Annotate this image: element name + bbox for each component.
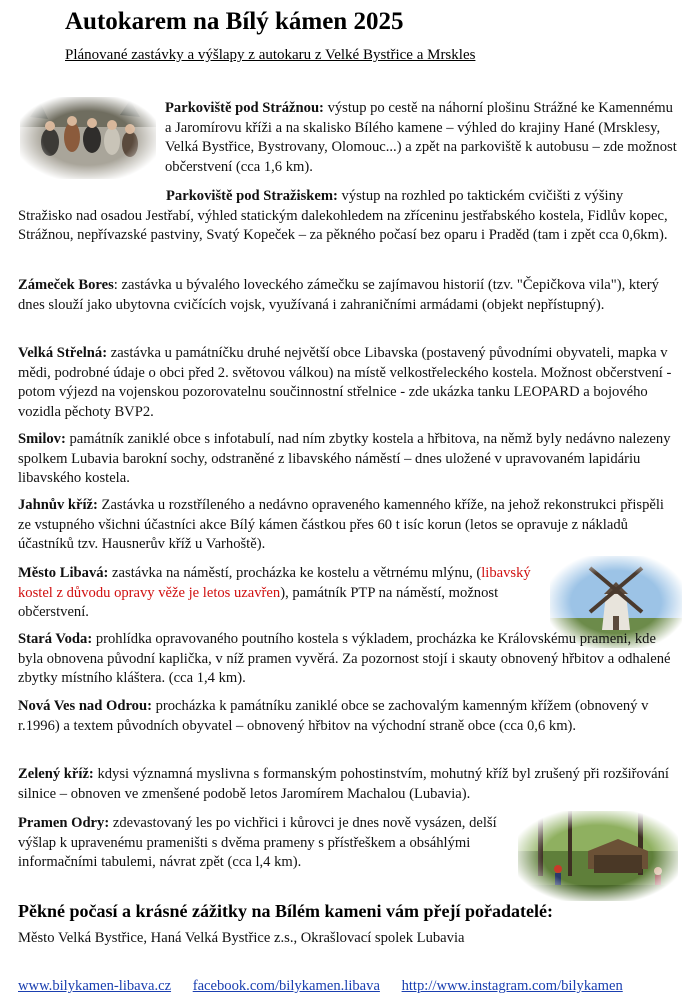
stop-smilov (18, 430, 678, 489)
stop-name: Smilov: (18, 431, 66, 447)
stop-name: Pramen Odry: (18, 815, 110, 831)
closing-title: Pěkné počasí a krásné zážitky na Bílém kameni vám přejí pořadatelé: (18, 901, 553, 921)
page-subtitle: Plánované zastávky a výšlapy z autokaru z Velké Bystřice a Mrskles (65, 47, 476, 63)
stop-description: zdevastovaný les po vichřici i kůrovci je dnes nově vysázen, delší výšlap k upravenému prameništi s dvěma prameny s přístřeškem a obsáhlými informačními tabulemi, návrat zpět (cca l,4 km). (18, 815, 497, 870)
stop-parkoviste-straziskem (18, 187, 678, 246)
website-link[interactable]: www.bilykamen-libava.cz (18, 978, 172, 994)
stop-nova-ves-nad-odrou (18, 697, 678, 736)
footer-links (18, 978, 678, 995)
stop-name: Stará Voda: (18, 631, 93, 647)
stop-pramen-odry (18, 814, 513, 873)
stop-jahnuv-kriz (18, 496, 678, 555)
stop-name: Zelený kříž: (18, 766, 94, 782)
instagram-link[interactable]: http://www.instagram.com/bilykamen (401, 978, 623, 994)
stop-mesto-libava (18, 564, 543, 623)
stop-zamecek-bores (18, 276, 678, 315)
stop-description-end: ), památník PTP na náměstí, možnost občerstvení. (18, 584, 499, 620)
stop-description: kdysi významná myslivna s formanským pohostinstvím, mohutný kříž byl zrušený při rozšiřování silnice – obnoven ve zmenšené podobě letos Jaromírem Machalou (Lubavia). (18, 766, 669, 802)
stop-stara-voda (18, 630, 678, 689)
stop-velka-strelna (18, 344, 678, 422)
stop-name: Nová Ves nad Odrou: (18, 698, 152, 714)
stop-description: prohlídka opravovaného poutního kostela s výkladem, procházka ke Královskému prameni, kde byla obnovena původní kaplička, v níž pramen vyvěrá. Za pozornost stojí i skauty obnovený hřbitov a odhalené zbytky místního kláštera. (cca 1,4 km). (18, 631, 671, 686)
stop-description: výstup po cestě na náhorní plošinu Strážné ke Kamennému a Jaromírovu kříži a na skalisko Bílého kamene – výhled do krajiny Hané (Mrsklesy, Velká Bystřice, Bystrovany, Olomouc...) a zpět na parkoviště k autobusu – zde možnost občerstvení (cca 1,6 km). (165, 100, 677, 175)
stop-parkoviste-straznou (165, 99, 680, 177)
stop-name: Město Libavá: (18, 565, 109, 581)
stop-description: procházka k památníku zaniklé obce se zachovalým kamenným křížem (obnovený v r.1996) a textem původních obyvatel – obnovený hřbitov na východní straně obce (cca 0,6 km). (18, 698, 649, 734)
stop-description: výstup na rozhled po taktickém cvičišti z výšiny Stražisko nad osadou Jestřabí, výhled statickým dalekohledem na zříceninu jestřabského kostela, Fidlův kopec, Strážnou, nepřívazské pastviny, Svatý Kopeček – za pěkného počasí bez oparu i Praděd (tam i zpět cca 0,6km). (18, 188, 668, 243)
hikers-photo (20, 97, 156, 179)
stop-description: Zastávka u rozstříleného a nedávno opraveného kamenného kříže, na jehož rekonstrukci přispěli ze vstupného všichni účastníci akce Bílý kámen částkou přes 60 t isíc korun (letos se opravuje z nákladů účastníků tzv. Hausnerův kříž u Varhoště). (18, 497, 664, 552)
stop-name: Zámeček Bores (18, 277, 114, 293)
stop-name: Velká Střelná: (18, 345, 108, 361)
stop-description: : zastávka u bývalého loveckého zámečku se zajímavou historií (tzv. "Čepičkova vila"), který dnes slouží jako ubytovna cvičících vojsk, využívaná i zahraničními armádami (objekt nepřístupný). (18, 277, 659, 313)
stop-name: Jahnův kříž: (18, 497, 98, 513)
stop-description: památník zaniklé obce s infotabulí, nad ním zbytky kostela a hřbitova, na němž byly nedávno nalezeny spolkem Lubavia barokní sochy, odstraněné z libavského náměstí – dnes uložené v upravovaném lapidáriu libavského kostela. (18, 431, 671, 486)
stop-description: zastávka u památníčku druhé největší obce Libavska (postavený původními obyvateli, mapka v mědi, podrobné údaje o obci před 2. světovou válkou) na místě velkostřeleckého kostela. Možnost občerstvení - potom výjezd na vojenskou pozorovatelnu součinnostní střelnice - zde ukázka tanku LEOPARD a bojového vozidla pěchoty BVP2. (18, 345, 672, 420)
stop-name: Parkoviště pod Stražiskem: (166, 188, 338, 204)
facebook-link[interactable]: facebook.com/bilykamen.libava (192, 978, 380, 994)
stop-description: zastávka na náměstí, procházka ke kostelu a větrnému mlýnu, ( (108, 565, 482, 581)
stop-name: Parkoviště pod Strážnou: (165, 100, 324, 116)
page-title: Autokarem na Bílý kámen 2025 (65, 8, 404, 35)
closure-notice: libavský kostel z důvodu opravy věže je letos uzavřen (18, 565, 531, 601)
forest-spring-photo (518, 811, 678, 901)
organizers-text: Město Velká Bystřice, Haná Velká Bystřice z.s., Okrašlovací spolek Lubavia (18, 930, 465, 946)
stop-zeleny-kriz (18, 765, 678, 804)
